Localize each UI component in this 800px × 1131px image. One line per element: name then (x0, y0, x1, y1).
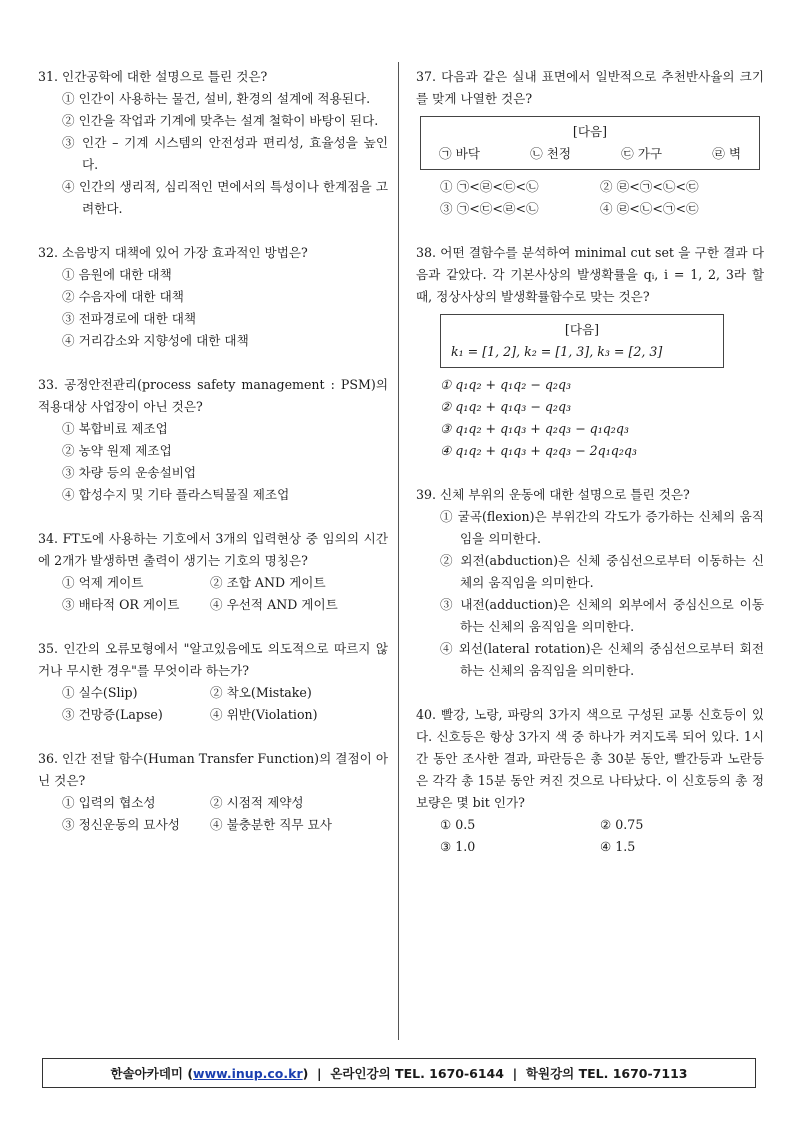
question-stem: 34. FT도에 사용하는 기호에서 3개의 입력현상 중 임의의 시간에 2개가 발생하면 출력이 생기는 기호의 명칭은? (38, 531, 388, 568)
option-4: ④ ㉣<㉡<㉠<㉢ (600, 201, 699, 216)
option-2: ② 조합 AND 게이트 (210, 575, 326, 590)
option-4: ④ 위반(Violation) (210, 707, 318, 722)
question-39 (416, 484, 764, 682)
footer-contacts: ) | 온라인강의 TEL. 1670-6144 | 학원강의 TEL. 1670-7113 (302, 1066, 688, 1081)
option-2: ② ㉣<㉠<㉡<㉢ (600, 179, 699, 194)
question-stem: 38. 어떤 결함수를 분석하여 minimal cut set 을 구한 결과 다음과 같았다. 각 기본사상의 발생확률을 qᵢ, i = 1, 2, 3라 할 때, 정상사상의 발생확률함수로 맞는 것은? (416, 245, 764, 304)
box-item: ㉣ 벽 (712, 146, 741, 161)
option-4: ④ 외선(lateral rotation)은 신체의 중심선으로부터 회전하는 신체의 움직임을 의미한다. (440, 641, 764, 678)
option-3: ③ 차량 등의 운송설비업 (62, 465, 197, 480)
box-item: ㉠ 바닥 (439, 146, 480, 161)
question-stem: 33. 공정안전관리(process safety management : PSM)의 적용대상 사업장이 아닌 것은? (38, 377, 388, 414)
option-grid (440, 814, 764, 858)
option-4: ④ q₁q₂ + q₁q₃ + q₂q₃ − 2q₁q₂q₃ (440, 443, 637, 458)
option-4: ④ 합성수지 및 기타 플라스틱물질 제조업 (62, 487, 290, 502)
right-column (416, 66, 764, 880)
option-2: ② 수음자에 대한 대책 (62, 289, 184, 304)
box-items (431, 143, 749, 165)
question-38 (416, 242, 764, 462)
option-grid (62, 682, 388, 726)
option-3: ③ 인간 – 기계 시스템의 안전성과 편리성, 효율성을 높인다. (62, 135, 388, 172)
option-1: ① 억제 게이트 (62, 575, 144, 590)
option-list (62, 418, 388, 506)
option-list (440, 374, 764, 462)
option-3: ③ 1.0 (440, 839, 476, 854)
option-3: ③ 전파경로에 대한 대책 (62, 311, 197, 326)
column-divider (398, 62, 399, 1040)
given-box (420, 116, 760, 170)
box-item: ㉢ 가구 (621, 146, 663, 161)
question-stem: 36. 인간 전달 함수(Human Transfer Function)의 결점이 아닌 것은? (38, 751, 388, 788)
option-1: ① 복합비료 제조업 (62, 421, 168, 436)
option-grid (62, 792, 388, 836)
option-2: ② 착오(Mistake) (210, 685, 312, 700)
option-3: ③ 배타적 OR 게이트 (62, 597, 180, 612)
question-36 (38, 748, 388, 836)
question-stem: 35. 인간의 오류모형에서 "알고있음에도 의도적으로 따르지 않거나 무시한 경우"를 무엇이라 하는가? (38, 641, 388, 678)
question-stem: 37. 다음과 같은 실내 표면에서 일반적으로 추천반사율의 크기를 맞게 나열한 것은? (416, 69, 764, 106)
option-4: ④ 거리감소와 지향성에 대한 대책 (62, 333, 249, 348)
question-32 (38, 242, 388, 352)
box-title: [다음] (572, 124, 608, 139)
option-3: ③ 건망증(Lapse) (62, 707, 163, 722)
cut-set-formula: k₁ = [1, 2], k₂ = [1, 3], k₃ = [2, 3] (451, 344, 663, 359)
option-2: ② 농약 원제 제조업 (62, 443, 172, 458)
given-box (440, 314, 724, 368)
option-1: ① q₁q₂ + q₁q₂ − q₂q₃ (440, 377, 572, 392)
box-item: ㉡ 천정 (530, 146, 572, 161)
option-4: ④ 1.5 (600, 839, 636, 854)
option-3: ③ q₁q₂ + q₁q₃ + q₂q₃ − q₁q₂q₃ (440, 421, 629, 436)
option-grid (62, 572, 388, 616)
question-stem: 32. 소음방지 대책에 있어 가장 효과적인 방법은? (38, 245, 308, 260)
footer-academy: 한솔아카데미 ( (110, 1066, 194, 1081)
option-1: ① 굴곡(flexion)은 부위간의 각도가 증가하는 신체의 움직임을 의미한다. (440, 509, 764, 546)
option-1: ① ㉠<㉣<㉢<㉡ (440, 179, 539, 194)
option-1: ① 인간이 사용하는 물건, 설비, 환경의 설계에 적용된다. (62, 91, 371, 106)
option-list (440, 506, 764, 682)
question-37 (416, 66, 764, 220)
question-31 (38, 66, 388, 220)
option-4: ④ 인간의 생리적, 심리적인 면에서의 특성이나 한계점을 고려한다. (62, 179, 388, 216)
option-list (62, 88, 388, 220)
left-column (38, 66, 388, 858)
option-2: ② 인간을 작업과 기계에 맞추는 설계 철학이 바탕이 된다. (62, 113, 379, 128)
option-3: ③ 내전(adduction)은 신체의 외부에서 중심신으로 이동하는 신체의 움직임을 의미한다. (440, 597, 764, 634)
option-2: ② 외전(abduction)은 신체 중심선으로부터 이동하는 신체의 움직임을 의미한다. (440, 553, 764, 590)
option-1: ① 입력의 협소성 (62, 795, 156, 810)
question-stem: 40. 빨강, 노랑, 파랑의 3가지 색으로 구성된 교통 신호등이 있다. 신호등은 항상 3가지 색 중 하나가 켜지도록 되어 있다. 1시간 동안 조사한 결과, 파란등은 총 30분 동안, 빨간등과 노란등은 각각 총 15분 동안 켜진 것으로 나타났다. 이 신호등의 총 정보량은 몇 bit 인가? (416, 707, 764, 810)
question-stem: 31. 인간공학에 대한 설명으로 틀린 것은? (38, 69, 268, 84)
option-1: ① 0.5 (440, 817, 476, 832)
option-1: ① 실수(Slip) (62, 685, 138, 700)
option-4: ④ 불충분한 직무 묘사 (210, 817, 332, 832)
option-3: ③ ㉠<㉢<㉣<㉡ (440, 201, 539, 216)
question-33 (38, 374, 388, 506)
page-footer (42, 1058, 756, 1088)
option-1: ① 음원에 대한 대책 (62, 267, 172, 282)
box-title: [다음] (564, 322, 600, 337)
option-3: ③ 정신운동의 묘사성 (62, 817, 180, 832)
option-list (62, 264, 388, 352)
option-2: ② 시점적 제약성 (210, 795, 304, 810)
footer-website-link[interactable]: www.inup.co.kr (193, 1065, 303, 1081)
question-34 (38, 528, 388, 616)
option-2: ② q₁q₂ + q₁q₃ − q₂q₃ (440, 399, 572, 414)
option-2: ② 0.75 (600, 817, 644, 832)
option-4: ④ 우선적 AND 게이트 (210, 597, 338, 612)
question-stem: 39. 신체 부위의 운동에 대한 설명으로 틀린 것은? (416, 487, 690, 502)
question-40 (416, 704, 764, 858)
option-grid (440, 176, 764, 220)
question-35 (38, 638, 388, 726)
